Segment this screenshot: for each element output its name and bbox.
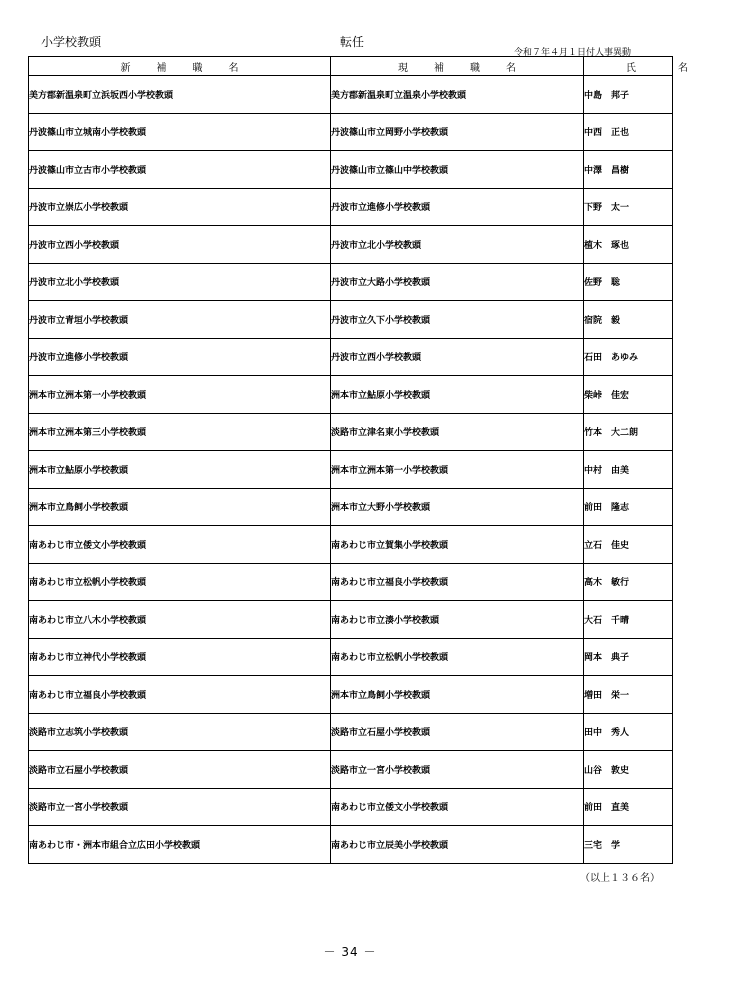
person-name-cell: 植木 琢也 <box>584 226 673 264</box>
person-name-cell: 山谷 敦史 <box>584 751 673 789</box>
table-row <box>29 826 673 864</box>
table-row <box>29 751 673 789</box>
new-position-cell: 淡路市立志筑小学校教頭 <box>29 713 331 751</box>
table-row <box>29 488 673 526</box>
new-position-cell: 南あわじ市立福良小学校教頭 <box>29 676 331 714</box>
person-name-cell: 下野 太一 <box>584 188 673 226</box>
person-name-cell: 高木 敏行 <box>584 563 673 601</box>
new-position-cell: 南あわじ市立神代小学校教頭 <box>29 638 331 676</box>
new-position-cell: 南あわじ市立八木小学校教頭 <box>29 601 331 639</box>
new-position-cell: 洲本市立鮎原小学校教頭 <box>29 451 331 489</box>
new-position-cell: 美方郡新温泉町立浜坂西小学校教頭 <box>29 76 331 114</box>
table-row <box>29 676 673 714</box>
current-position-cell: 南あわじ市立福良小学校教頭 <box>331 563 584 601</box>
person-name-cell: 宿院 毅 <box>584 301 673 339</box>
notice-date: 令和７年４月１日付人事異動 <box>514 48 632 58</box>
table-row <box>29 788 673 826</box>
person-name-cell: 竹本 大二朗 <box>584 413 673 451</box>
header-current-position: 現補職名 <box>331 57 584 76</box>
current-position-cell: 洲本市立鳥飼小学校教頭 <box>331 676 584 714</box>
personnel-table <box>28 56 730 864</box>
table-row <box>29 526 673 564</box>
current-position-cell: 南あわじ市立倭文小学校教頭 <box>331 788 584 826</box>
table-row <box>29 76 673 114</box>
current-position-cell: 丹波篠山市立篠山中学校教頭 <box>331 151 584 189</box>
table-row <box>29 263 673 301</box>
new-position-cell: 洲本市立洲本第一小学校教頭 <box>29 376 331 414</box>
current-position-cell: 淡路市立石屋小学校教頭 <box>331 713 584 751</box>
current-position-cell: 南あわじ市立辰美小学校教頭 <box>331 826 584 864</box>
person-name-cell: 石田 あゆみ <box>584 338 673 376</box>
person-name-cell: 三宅 学 <box>584 826 673 864</box>
person-name-cell: 中西 正也 <box>584 113 673 151</box>
person-name-cell: 柴峠 佳宏 <box>584 376 673 414</box>
current-position-cell: 淡路市立一宮小学校教頭 <box>331 751 584 789</box>
person-name-cell: 前田 直美 <box>584 788 673 826</box>
new-position-cell: 丹波市立北小学校教頭 <box>29 263 331 301</box>
new-position-cell: 丹波市立青垣小学校教頭 <box>29 301 331 339</box>
table-row <box>29 376 673 414</box>
current-position-cell: 丹波篠山市立岡野小学校教頭 <box>331 113 584 151</box>
current-position-cell: 丹波市立久下小学校教頭 <box>331 301 584 339</box>
person-name-cell: 大石 千晴 <box>584 601 673 639</box>
new-position-cell: 丹波篠山市立古市小学校教頭 <box>29 151 331 189</box>
new-position-cell: 洲本市立洲本第三小学校教頭 <box>29 413 331 451</box>
new-position-cell: 丹波篠山市立城南小学校教頭 <box>29 113 331 151</box>
current-position-cell: 丹波市立北小学校教頭 <box>331 226 584 264</box>
table-row <box>29 301 673 339</box>
new-position-cell: 淡路市立一宮小学校教頭 <box>29 788 331 826</box>
current-position-cell: 洲本市立洲本第一小学校教頭 <box>331 451 584 489</box>
current-position-cell: 丹波市立進修小学校教頭 <box>331 188 584 226</box>
current-position-cell: 洲本市立鮎原小学校教頭 <box>331 376 584 414</box>
current-position-cell: 南あわじ市立湊小学校教頭 <box>331 601 584 639</box>
table-row <box>29 413 673 451</box>
table-row <box>29 638 673 676</box>
table-row <box>29 188 673 226</box>
total-count-note: （以上１３６名） <box>580 873 660 884</box>
new-position-cell: 丹波市立進修小学校教頭 <box>29 338 331 376</box>
table-row <box>29 338 673 376</box>
table-row <box>29 226 673 264</box>
current-position-cell: 南あわじ市立賀集小学校教頭 <box>331 526 584 564</box>
person-name-cell: 佐野 聡 <box>584 263 673 301</box>
table-row <box>29 713 673 751</box>
person-name-cell: 中村 由美 <box>584 451 673 489</box>
new-position-cell: 南あわじ市立倭文小学校教頭 <box>29 526 331 564</box>
person-name-cell: 前田 隆志 <box>584 488 673 526</box>
current-position-cell: 丹波市立西小学校教頭 <box>331 338 584 376</box>
new-position-cell: 淡路市立石屋小学校教頭 <box>29 751 331 789</box>
table-header-row <box>29 57 673 76</box>
change-type-label: 転任 <box>340 35 365 49</box>
person-name-cell: 田中 秀人 <box>584 713 673 751</box>
new-position-cell: 洲本市立鳥飼小学校教頭 <box>29 488 331 526</box>
header-new-position: 新補職名 <box>29 57 331 76</box>
current-position-cell: 南あわじ市立松帆小学校教頭 <box>331 638 584 676</box>
new-position-cell: 南あわじ市・洲本市組合立広田小学校教頭 <box>29 826 331 864</box>
current-position-cell: 洲本市立大野小学校教頭 <box>331 488 584 526</box>
person-name-cell: 岡本 典子 <box>584 638 673 676</box>
table-row <box>29 113 673 151</box>
table-row <box>29 151 673 189</box>
person-name-cell: 中島 邦子 <box>584 76 673 114</box>
person-name-cell: 増田 栄一 <box>584 676 673 714</box>
new-position-cell: 丹波市立西小学校教頭 <box>29 226 331 264</box>
person-name-cell: 中澤 昌樹 <box>584 151 673 189</box>
current-position-cell: 美方郡新温泉町立温泉小学校教頭 <box>331 76 584 114</box>
current-position-cell: 淡路市立津名東小学校教頭 <box>331 413 584 451</box>
header-name: 氏名 <box>584 57 673 76</box>
table-row <box>29 563 673 601</box>
current-position-cell: 丹波市立大路小学校教頭 <box>331 263 584 301</box>
category-label: 小学校教頭 <box>41 35 102 49</box>
person-name-cell: 立石 佳史 <box>584 526 673 564</box>
page-number: － 34 － <box>323 945 377 959</box>
new-position-cell: 南あわじ市立松帆小学校教頭 <box>29 563 331 601</box>
table-row <box>29 601 673 639</box>
table-row <box>29 451 673 489</box>
table-body <box>29 76 673 864</box>
new-position-cell: 丹波市立崇広小学校教頭 <box>29 188 331 226</box>
